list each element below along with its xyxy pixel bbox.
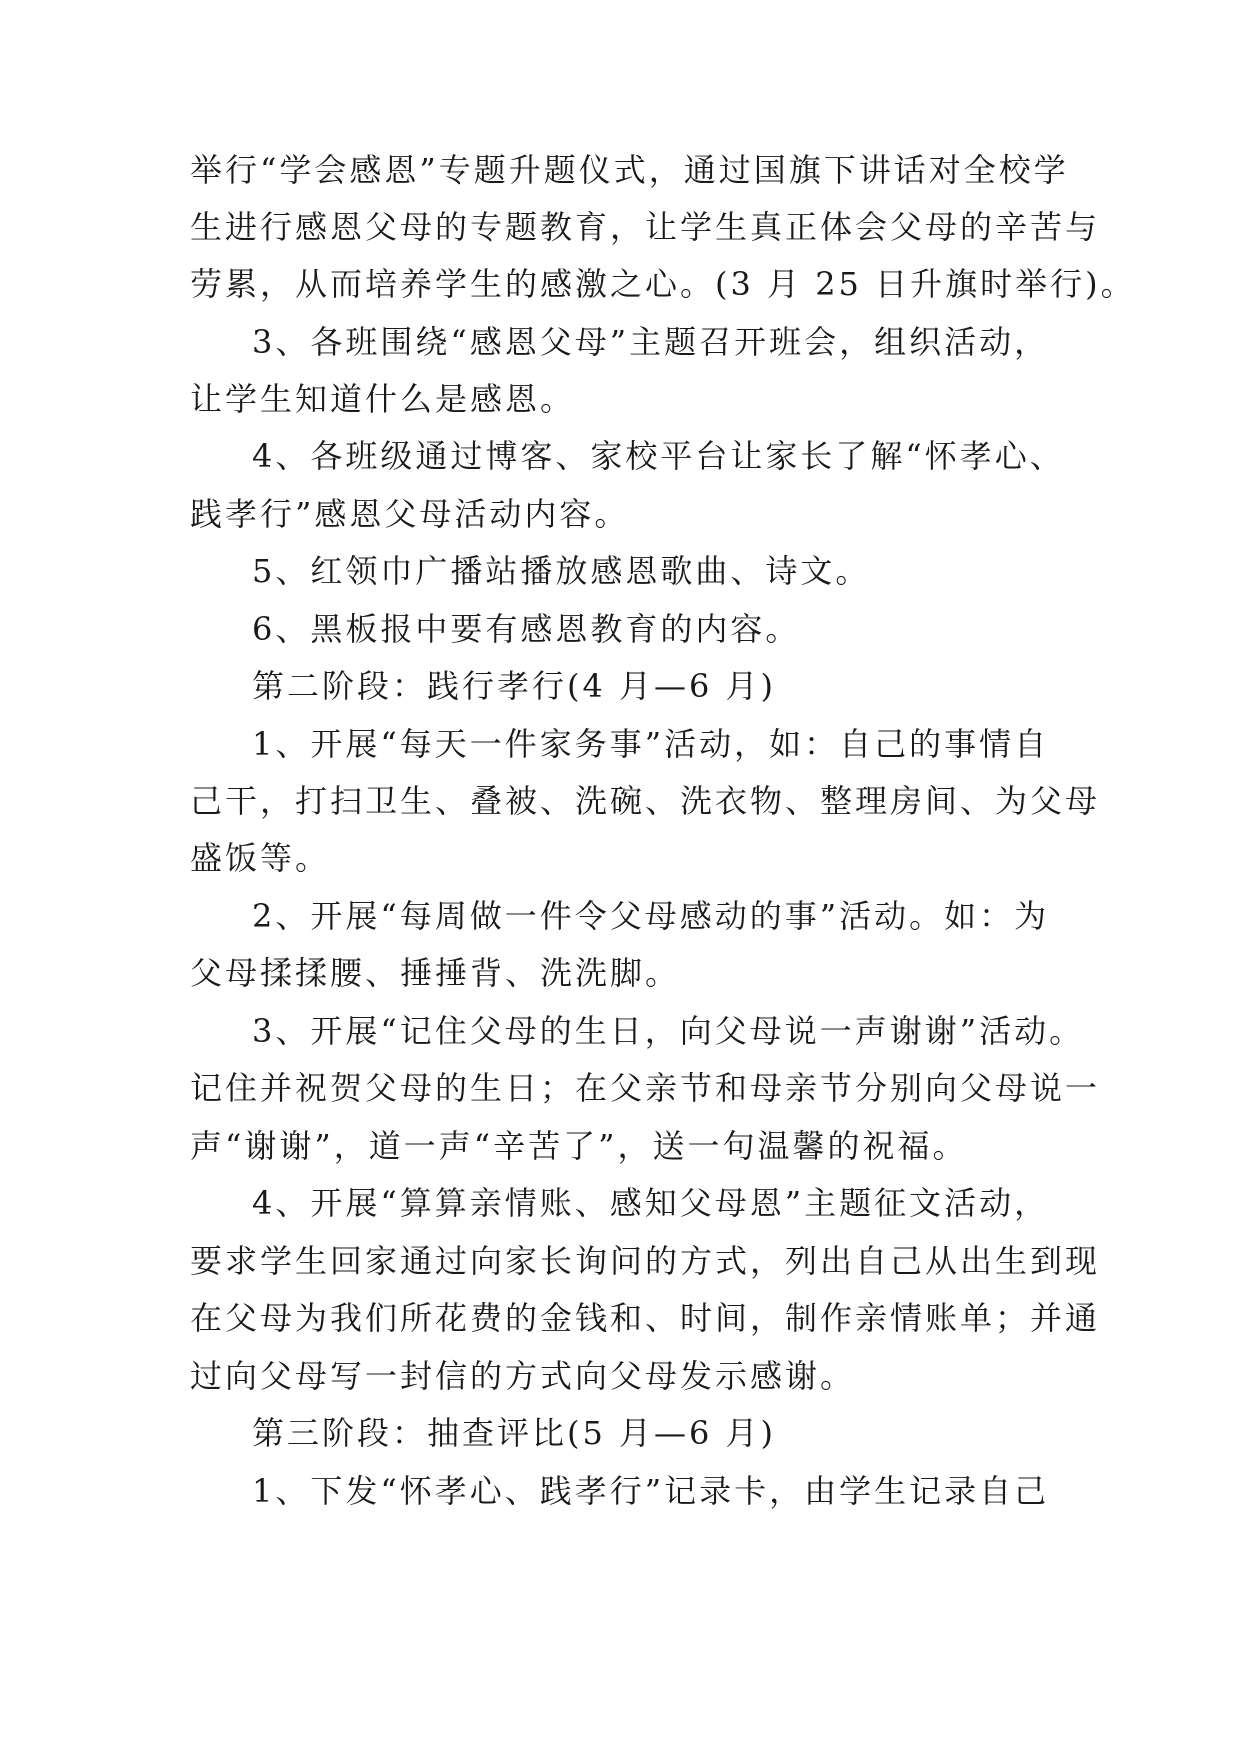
text-line: 过向父母写一封信的方式向父母发示感谢。 <box>190 1357 856 1395</box>
text-line: 在父母为我们所花费的金钱和、时间，制作亲情账单；并通 <box>190 1299 1101 1337</box>
text-line: 声“谢谢”，道一声“辛苦了”，送一句温馨的祝福。 <box>190 1127 968 1165</box>
text-line: 1、下发“怀孝心、践孝行”记录卡，由学生记录自己 <box>252 1472 1050 1510</box>
text-line: 要求学生回家通过向家长询问的方式，列出自己从出生到现 <box>190 1242 1101 1280</box>
text-line: 2、开展“每周做一件令父母感动的事”活动。如：为 <box>252 897 1050 935</box>
section-heading: 第三阶段：抽查评比(5 月—6 月) <box>252 1414 777 1452</box>
text-line: 6、黑板报中要有感恩教育的内容。 <box>252 610 801 648</box>
text-line: 劳累，从而培养学生的感激之心。(3 月 25 日升旗时举行)。 <box>190 265 1136 303</box>
text-line: 4、各班级通过博客、家校平台让家长了解“怀孝心、 <box>252 437 1065 475</box>
text-line: 5、红领巾广播站播放感恩歌曲、诗文。 <box>252 552 871 590</box>
text-line: 父母揉揉腰、捶捶背、洗洗脚。 <box>190 954 681 992</box>
section-heading: 第二阶段：践行孝行(4 月—6 月) <box>252 667 777 705</box>
text-line: 3、各班围绕“感恩父母”主题召开班会，组织活动， <box>252 323 1050 361</box>
text-line: 记住并祝贺父母的生日；在父亲节和母亲节分别向父母说一 <box>190 1069 1101 1107</box>
text-line: 己干，打扫卫生、叠被、洗碗、洗衣物、整理房间、为父母 <box>190 782 1101 820</box>
text-line: 盛饭等。 <box>190 839 331 877</box>
text-line: 让学生知道什么是感恩。 <box>190 380 576 418</box>
text-line: 举行“学会感恩”专题升题仪式，通过国旗下讲话对全校学 <box>190 151 1069 189</box>
text-line: 1、开展“每天一件家务事”活动，如：自己的事情自 <box>252 725 1050 763</box>
text-line: 4、开展“算算亲情账、感知父母恩”主题征文活动， <box>252 1184 1050 1222</box>
text-line: 3、开展“记住父母的生日，向父母说一声谢谢”活动。 <box>252 1012 1085 1050</box>
text-line: 践孝行”感恩父母活动内容。 <box>190 495 630 533</box>
text-line: 生进行感恩父母的专题教育，让学生真正体会父母的辛苦与 <box>190 208 1101 246</box>
